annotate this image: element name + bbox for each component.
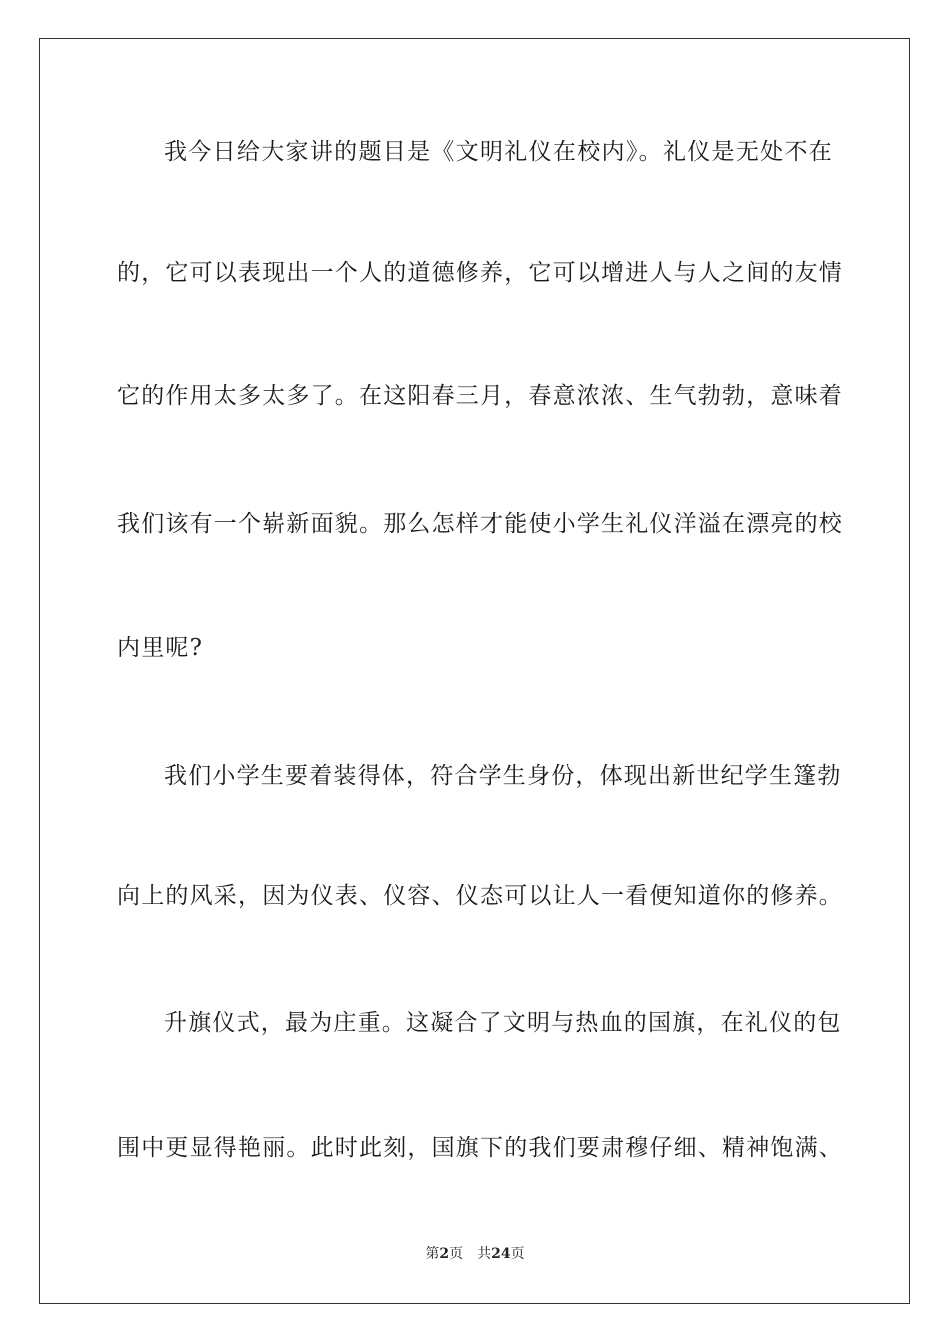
text-line-5: 内里呢?	[117, 635, 204, 661]
text-line-6: 我们小学生要着装得体，符合学生身份，体现出新世纪学生篷勃	[164, 763, 842, 789]
total-suffix: 页	[510, 1246, 525, 1262]
text-line-8: 升旗仪式，最为庄重。这凝合了文明与热血的国旗，在礼仪的包	[164, 1010, 842, 1036]
text-line-7: 向上的风采，因为仪表、仪容、仪态可以让人一看便知道你的修养。	[117, 883, 843, 909]
text-line-4: 我们该有一个崭新面貌。那么怎样才能使小学生礼仪洋溢在漂亮的校	[117, 511, 843, 537]
total-indicator	[477, 1246, 524, 1262]
page-prefix: 第	[425, 1246, 440, 1262]
text-line-3: 它的作用太多太多了。在这阳春三月，春意浓浓、生气勃勃，意味着	[117, 383, 843, 409]
page-indicator	[425, 1246, 463, 1262]
total-prefix: 共	[477, 1246, 492, 1262]
page-number: 2	[439, 1246, 450, 1262]
page-frame	[39, 38, 910, 1304]
text-line-9: 围中更显得艳丽。此时此刻，国旗下的我们要肃穆仔细、精神饱满、	[117, 1135, 843, 1161]
total-pages: 24	[491, 1246, 511, 1262]
page-footer	[0, 1244, 950, 1264]
text-line-1: 我今日给大家讲的题目是《文明礼仪在校内》。礼仪是无处不在	[164, 139, 833, 165]
page-suffix: 页	[449, 1246, 464, 1262]
text-line-2: 的，它可以表现出一个人的道德修养，它可以增进人与人之间的友情	[117, 260, 843, 286]
